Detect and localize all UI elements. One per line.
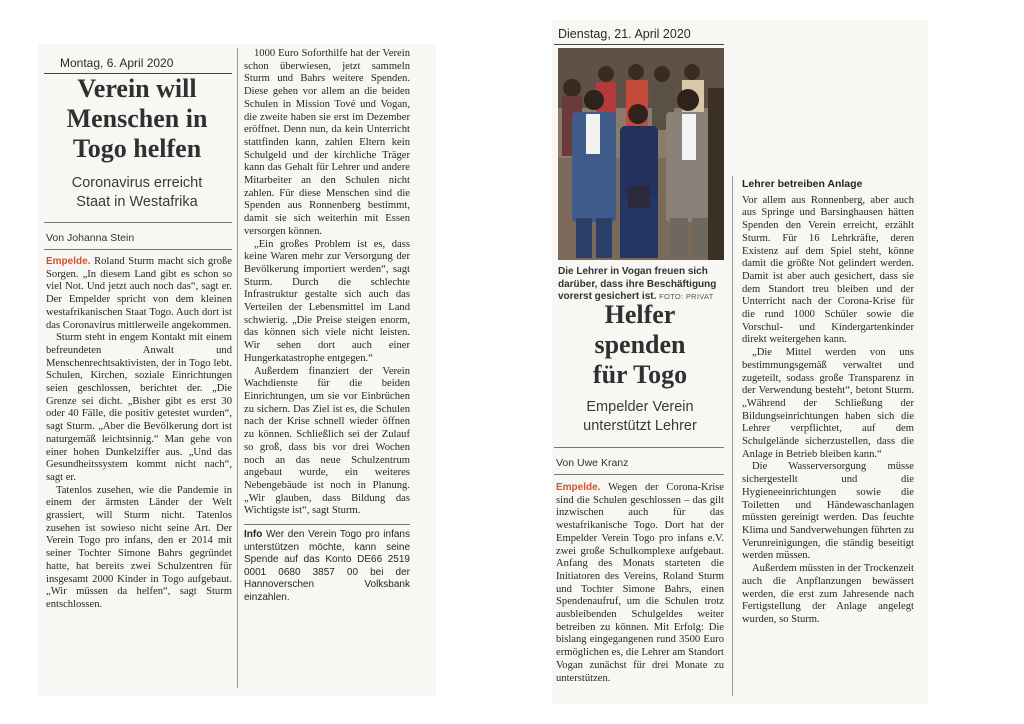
left-article-column-1 (46, 256, 232, 612)
left-col2-para-1: 1000 Euro Soforthilfe hat der Verein schon überwiesen, jetzt sammeln Sturm und Bahrs weitere Spenden. Diese gehen vor allem an die beiden Schulen in Mission Tové und Vogan, die zweite haben sie erst im Dezember eröffnet. Denn nun, da kein Unterricht stattfinden kann, zahlen Eltern kein Schulgeld und der kirchliche Träger kann das Gehalt für Lehrer und andere Mitarbeiter an den Schulen nicht zahlen. Für diese Menschen sind die Spenden aus Ronnenberg bestimmt, damit sie sich weiterhin mit Essen versorgen können. (244, 48, 410, 237)
right-subheadline-line-2: unterstützt Lehrer (583, 418, 697, 434)
left-headline (42, 74, 232, 164)
right-subheadline-line-1: Empelder Verein (586, 399, 694, 415)
right-article-column-1 (556, 482, 724, 685)
left-newspaper-clipping (38, 44, 436, 696)
left-headline-line-1: Verein will (77, 74, 197, 103)
left-subheadline-line-1: Coronavirus erreicht (71, 175, 203, 191)
right-date-rule (554, 44, 724, 45)
right-column-2-heading: Lehrer betreiben Anlage (742, 178, 863, 190)
left-info-rule (244, 524, 410, 525)
teachers-group-image (558, 48, 724, 260)
left-col1-para-2: Sturm steht in engem Kontakt mit einem befreundeten Anwalt und Menschenrechtsaktivisten, der in Togo lebt. Schulen, Kirchen, soziale Einrichtungen seien geschlossen, berichtet der. „Die Grenze sei dicht. „Bisher gibt es erst 30 oder 40 Fälle, die positiv getestet wurden“, sagt Sturm. „Aber die Bevölkerung dort ist naturgemäß leichtsinnig.“ Man gehe von einer hohen Dunkelziffer aus. „Und das Gesundheitssystem kommt nicht nach“, sagt er. (46, 332, 232, 483)
left-headline-line-2: Menschen in (66, 104, 208, 133)
left-col1-para-3: Tatenlos zusehen, wie die Pandemie in einem der ärmsten Länder der Welt grassiert, will Sturm nicht. Tatenlos zusehen ist sowieso nicht seine Art. Der Verein Togo pro infans, den er 2014 mit seiner Tochter Simone Bahrs gegründet hatte, hat bereits zwei Schulzentren für insgesamt 2000 Kinder in Togo aufgebaut. „Wir müssen da helfen“, sagt Sturm entschlossen. (46, 484, 232, 610)
right-clipping-date: Dienstag, 21. April 2020 (558, 27, 691, 41)
left-info-box (244, 529, 410, 604)
left-headline-line-3: Togo helfen (72, 134, 202, 163)
right-byline-rule-top (554, 447, 724, 448)
right-headline-line-2: spenden (594, 330, 686, 359)
right-headline (554, 300, 726, 390)
teachers-photo (558, 48, 724, 260)
left-subheadline-line-2: Staat in Westafrika (76, 194, 198, 210)
right-location-tag: Empelde. (556, 482, 601, 493)
right-col2-para-4: Außerdem müssten in der Trockenzeit auch die Anpflanzungen bewässert werden, die erst zum Jahresende nach Fertigstellung der Anlage angelegt wurden, so Sturm. (742, 563, 914, 625)
photo-credit: FOTO: PRIVAT (659, 292, 714, 301)
left-byline-rule-bottom (44, 249, 232, 250)
left-col2-para-2: „Ein großes Problem ist es, dass keine Waren mehr zur Versorgung der Bevölkerung importiert werden“, sagt Sturm. Durch die schlechte Infrastruktur gestalte sich auch das Verteilen der Lebensmittel im Land schwierig. „Die Preise steigen enorm, das können sich viele nicht leisten. Wir sehen dort auch einer Hungerkatastrophe entgegen.“ (244, 238, 410, 364)
right-col1-para-1: Wegen der Corona-Krise sind die Schulen geschlossen – das gilt inzwischen auch für das westafrikanische Togo. Dort hat der Empelder Verein Togo pro infans e.V. zwei große Schulkomplexe aufgebaut. Anfang des Monats starteten die Initiatoren des Vereins, Roland Sturm und Tochter Simone Bahrs, einen Spendenaufruf, um die Schulen trotz ausbleibenden Schulgeldes weiter betreiben zu können. Mit Erfolg: Die bislang eingegangenen rund 3500 Euro ermöglichen es, die Lehrer am Standort Vogan zunächst für drei Monate zu unterstützen. (556, 482, 724, 684)
left-clipping-date: Montag, 6. April 2020 (60, 56, 174, 70)
left-article-column-2 (244, 48, 410, 604)
right-byline: Von Uwe Kranz (556, 457, 629, 469)
right-byline-rule-bottom (554, 474, 724, 475)
right-subheadline (554, 398, 726, 436)
left-location-tag: Empelde. (46, 256, 91, 267)
left-subheadline (42, 174, 232, 212)
right-col2-para-3: Die Wasserversorgung müsse sichergestellt und die Hygieneeinrichtungen sowie die Toiletten und Händewaschanlagen müssten gereinigt werden. Das feuchte Klima und Sandverwehungen führten zu Verunreinigungen, die ständig beseitigt werden müssen. (742, 461, 914, 562)
left-byline-rule-top (44, 222, 232, 223)
left-info-text: Wer den Verein Togo pro infans unterstützen möchte, kann seine Spende auf das Konto DE66 2519 0001 0680 3857 00 bei der Hannoverschen Volksbank einzahlen. (244, 529, 410, 603)
left-info-label: Info (244, 529, 263, 541)
right-column-divider (732, 176, 733, 696)
left-byline: Von Johanna Stein (46, 232, 135, 244)
right-headline-line-1: Helfer (604, 300, 676, 329)
right-col2-para-2: „Die Mittel werden von uns bestimmungsgemäß verwaltet und zugeteilt, sodass große Transparenz in der Verwendung besteht“, betont Sturm. „Während der Schließung der Bildungseinrichtungen haben sich die Lehrer verpflichtet, auf dem Schulgelände sicherzustellen, dass die Anlage in Betrieb bleiben kann.“ (742, 347, 914, 460)
right-headline-line-3: für Togo (592, 360, 688, 389)
right-col2-para-1: Vor allem aus Ronnenberg, aber auch aus Springe und Barsinghausen hätten Spenden den Verein erreicht, erzählt Sturm. Für 16 Lehrkräfte, deren Existenz auf dem Spiel steht, könne damit die größte Not gelindert werden. Damit ist aber auch gesichert, dass sie dem Standort treu bleiben und der Unterricht nach der Corona-Krise für die rund 1000 Schüler sowie die Vorschul- und Kindergartenkinder direkt weitergehen kann. (742, 194, 914, 346)
right-newspaper-clipping (552, 20, 928, 704)
right-article-column-2 (742, 178, 914, 627)
photo-caption (558, 266, 726, 304)
left-column-divider (237, 48, 238, 688)
left-col2-para-3: Außerdem finanziert der Verein Wachdienste für die beiden Einrichtungen, um sie vor Einbrüchen zu sichern. Das Ziel ist es, die Schulen nach der Krise schnell wieder öffnen zu können. Schließlich sei der Zulauf so groß, dass bis vor drei Wochen noch an das neue Schulzentrum angebaut wurde, ein weiteres Nebengebäude ist noch in Planung. „Wir glauben, dass Bildung das Wichtigste ist“, sagt Sturm. (244, 365, 410, 517)
left-col1-para-1: Roland Sturm macht sich große Sorgen. „In diesem Land gibt es schon so viel Not. Und jetzt auch noch das“, sagt er. Der Empelder spricht von dem kleinen westafrikanischen Staat Togo. Auch dort ist das Coronavirus mittlerweile angekommen. (46, 256, 232, 331)
photo-caption-text: Die Lehrer in Vogan freuen sich darüber, dass ihre Beschäftigung vorerst gesichert ist. (558, 266, 717, 302)
